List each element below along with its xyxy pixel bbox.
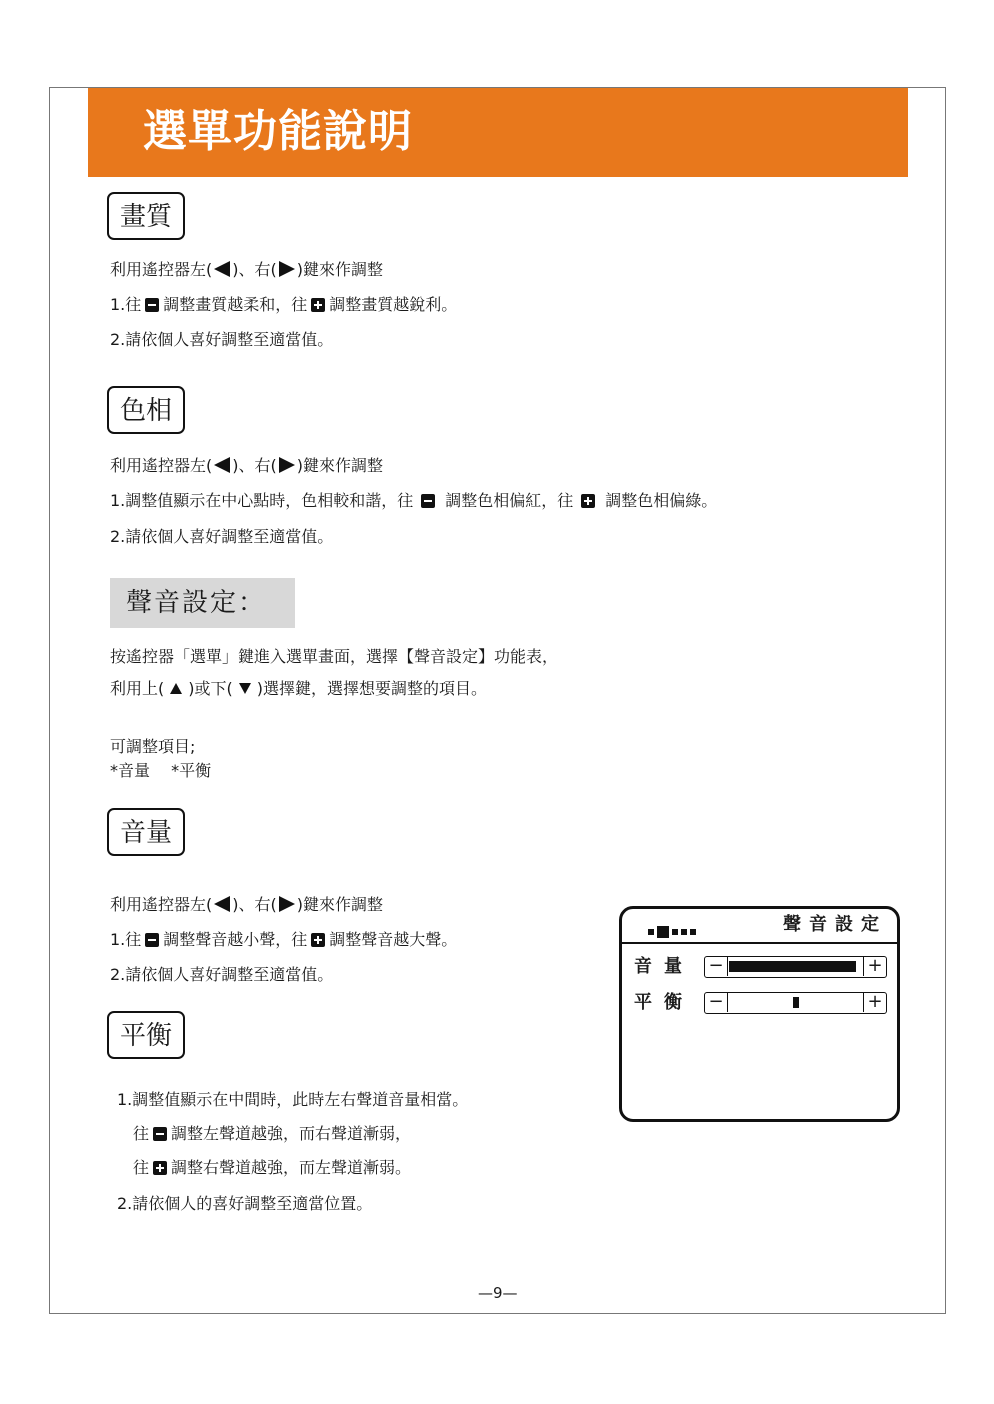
minus-key-icon (145, 298, 159, 312)
down-arrow-icon (239, 683, 251, 694)
section-heading-picture-quality: 畫質 (107, 192, 185, 240)
plus-key-icon (153, 1161, 167, 1175)
right-arrow-icon (279, 896, 295, 912)
osd-balance-bar (704, 992, 887, 1014)
minus-icon: − (705, 993, 728, 1012)
osd-indicator-dots (648, 921, 699, 940)
sound-settings-line2: 利用上( )或下( )選擇鍵，選擇想要調整的項目。 (110, 679, 487, 698)
balance-line2: 往 調整左聲道越強，而右聲道漸弱， (133, 1124, 412, 1143)
left-arrow-icon (214, 896, 230, 912)
osd-balance-label: 平衡 (634, 992, 694, 1013)
volume-intro: 利用遙控器左( )、右( )鍵來作調整 (110, 895, 383, 914)
left-arrow-icon (214, 261, 230, 277)
osd-volume-bar (704, 956, 887, 978)
section-heading-volume: 音量 (107, 808, 185, 856)
plus-key-icon (581, 494, 595, 508)
section-heading-hue: 色相 (107, 386, 185, 434)
sound-settings-osd (619, 906, 900, 1122)
right-arrow-icon (279, 261, 295, 277)
plus-key-icon (311, 933, 325, 947)
osd-volume-label: 音量 (634, 956, 694, 977)
minus-icon: − (705, 957, 728, 976)
picture-quality-line1: 1.往 調整畫質越柔和，往 調整畫質越銳利。 (110, 295, 458, 314)
picture-quality-line2: 2.請依個人喜好調整至適當值。 (110, 330, 334, 349)
balance-line3: 往 調整右聲道越強，而左聲道漸弱。 (133, 1158, 412, 1177)
page-number: —9— (478, 1284, 518, 1302)
plus-icon: + (863, 957, 886, 976)
left-arrow-icon (214, 457, 230, 473)
balance-line4: 2.請依個人的喜好調整至適當位置。 (117, 1194, 373, 1213)
hue-intro: 利用遙控器左( )、右( )鍵來作調整 (110, 456, 383, 475)
hue-line1: 1.調整值顯示在中心點時，色相較和諧，往 調整色相偏紅，往 調整色相偏綠。 (110, 491, 718, 510)
minus-key-icon (145, 933, 159, 947)
osd-volume-fill (729, 961, 856, 972)
sound-settings-band (110, 578, 295, 628)
sound-settings-line1: 按遙控器「選單」鍵進入選單畫面，選擇【聲音設定】功能表， (110, 647, 559, 666)
minus-key-icon (153, 1127, 167, 1141)
osd-balance-marker (793, 997, 799, 1008)
minus-key-icon (421, 494, 435, 508)
balance-line1: 1.調整值顯示在中間時，此時左右聲道音量相當。 (117, 1090, 469, 1109)
osd-title: 聲音設定 (783, 914, 887, 935)
section-heading-balance: 平衡 (107, 1011, 185, 1059)
sound-settings-heading: 聲音設定： (126, 588, 267, 618)
up-arrow-icon (170, 683, 182, 694)
right-arrow-icon (279, 457, 295, 473)
osd-divider (622, 942, 897, 944)
adjustable-label: 可調整項目; (110, 737, 196, 756)
page-title: 選單功能說明 (143, 106, 413, 157)
plus-icon: + (863, 993, 886, 1012)
adjustable-items: *音量 *平衡 (110, 761, 212, 780)
hue-line2: 2.請依個人喜好調整至適當值。 (110, 527, 334, 546)
picture-quality-intro: 利用遙控器左( )、右( )鍵來作調整 (110, 260, 383, 279)
volume-line2: 2.請依個人喜好調整至適當值。 (110, 965, 334, 984)
volume-line1: 1.往 調整聲音越小聲，往 調整聲音越大聲。 (110, 930, 458, 949)
title-banner (88, 88, 908, 177)
plus-key-icon (311, 298, 325, 312)
